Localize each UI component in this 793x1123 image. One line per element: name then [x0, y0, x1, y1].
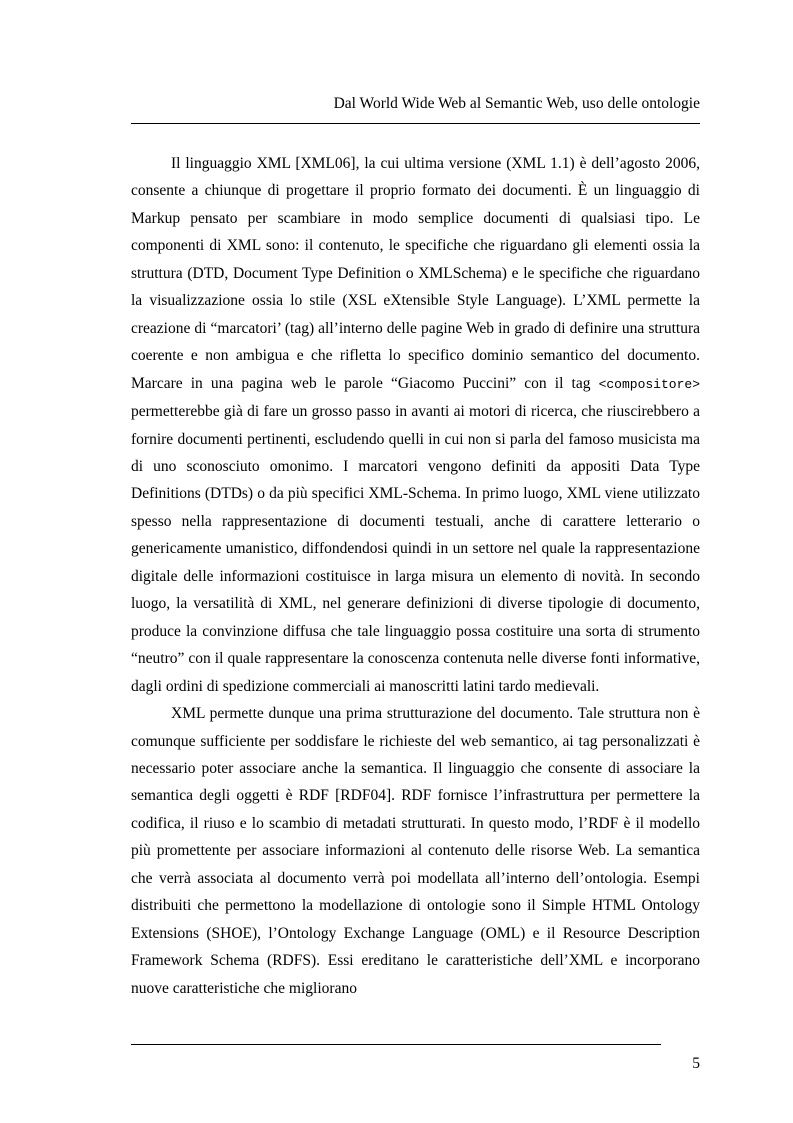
- header-rule: [131, 123, 700, 124]
- inline-code-tag: <compositore>: [598, 376, 700, 392]
- paragraph-xml-text-1: Il linguaggio XML [XML06], la cui ultima versione (XML 1.1) è dell’agosto 2006, consente a chiunque di progettare il proprio formato dei documenti. È un linguaggio di Markup pensato per scambiare in modo semplice documenti di qualsiasi tipo. Le componenti di XML sono: il contenuto, le specifiche che riguardano gli elementi ossia la struttura (DTD, Document Type Definition o XMLSchema) e le specifiche che riguardano la visualizzazione ossia lo stile (XSL eXtensible Style Language). L’XML permette la creazione di “marcatori’ (tag) all’interno delle pagine Web in grado di definire una struttura coerente e non ambigua e che rifletta lo specifico dominio semantico del documento. Marcare in una pagina web le parole “Giacomo Puccini” con il tag: [131, 155, 700, 392]
- page-number: 5: [692, 1055, 700, 1072]
- running-header: Dal World Wide Web al Semantic Web, uso delle ontologie: [333, 95, 700, 112]
- paragraph-xml-text-2: permetterebbe già di fare un grosso passo in avanti ai motori di ricerca, che riuscirebbero a fornire documenti pertinenti, escludendo quelli in cui non si parla del famoso musicista ma di uno sconosciuto omonimo. I marcatori vengono definiti da appositi Data Type Definitions (DTDs) o da più specifici XML-Schema. In primo luogo, XML viene utilizzato spesso nella rappresentazione di documenti testuali, anche di carattere letterario o genericamente umanistico, diffondendosi quindi in un settore nel quale la rappresentazione digitale delle informazioni costituisce in larga misura un elemento di novità. In secondo luogo, la versatilità di XML, nel generare definizioni di diverse tipologie di documento, produce la convinzione diffusa che tale linguaggio possa costituire una sorta di strumento “neutro” con il quale rappresentare la conoscenza contenuta nelle diverse fonti informative, dagli ordini di spedizione commerciali ai manoscritti latini tardo medievali.: [131, 403, 700, 695]
- footer-rule: [131, 1044, 661, 1045]
- paragraph-xml: [131, 150, 700, 700]
- paragraph-rdf: XML permette dunque una prima strutturazione del documento. Tale struttura non è comunque sufficiente per soddisfare le richieste del web semantico, ai tag personalizzati è necessario poter associare anche la semantica. Il linguaggio che consente di associare la semantica degli oggetti è RDF [RDF04]. RDF fornisce l’infrastruttura per permettere la codifica, il riuso e lo scambio di metadati strutturati. In questo modo, l’RDF è il modello più promettente per associare informazioni al contenuto delle risorse Web. La semantica che verrà associata al documento verrà poi modellata all’interno dell’ontologia. Esempi distribuiti che permettono la modellazione di ontologie sono il Simple HTML Ontology Extensions (SHOE), l’Ontology Exchange Language (OML) e il Resource Description Framework Schema (RDFS). Essi ereditano le caratteristiche dell’XML e incorporano nuove caratteristiche che migliorano: [131, 705, 700, 997]
- body-text: [131, 150, 700, 1002]
